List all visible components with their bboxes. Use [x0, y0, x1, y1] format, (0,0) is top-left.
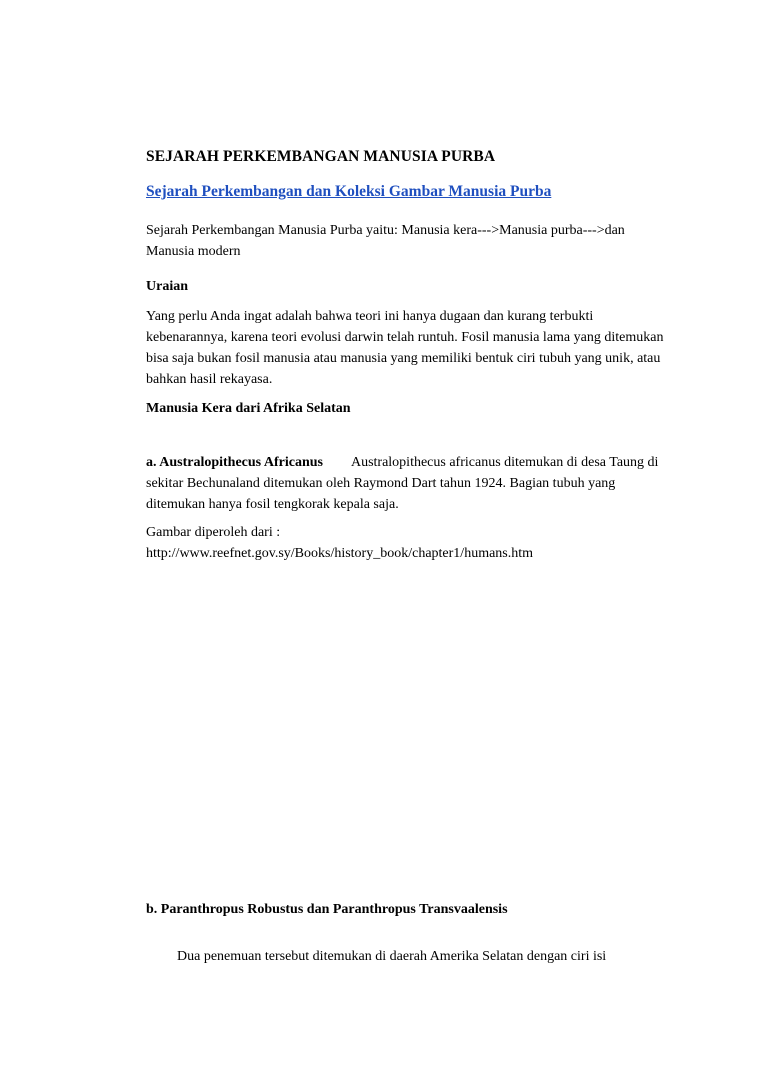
source-label: Gambar diperoleh dari :	[146, 525, 281, 540]
item-a-text: Australopithecus africanus ditemukan di desa Taung di sekitar Bechunaland ditemukan oleh Raymond Dart tahun 1924. Bagian tubuh yang ditemukan hanya fosil tengkorak kepala saja.	[146, 455, 659, 512]
image-placeholder	[146, 575, 666, 880]
source-block	[146, 522, 666, 564]
uraian-heading: Uraian	[146, 279, 188, 294]
item-b-heading: b. Paranthropus Robustus dan Paranthropus Transvaalensis	[146, 902, 508, 917]
item-a-paragraph	[146, 452, 666, 515]
source-url: http://www.reefnet.gov.sy/Books/history_book/chapter1/humans.htm	[146, 546, 534, 561]
item-a-label: a. Australopithecus Africanus	[146, 455, 323, 470]
uraian-paragraph: Yang perlu Anda ingat adalah bahwa teori ini hanya dugaan dan kurang terbukti kebenarannya, karena teori evolusi darwin telah runtuh. Fosil manusia lama yang ditemukan bisa saja bukan fosil manusia atau manusia yang memiliki bentuk ciri tubuh yang unik, atau bahkan hasil rekayasa.	[146, 309, 664, 387]
section-heading: Manusia Kera dari Afrika Selatan	[146, 401, 351, 416]
item-b-paragraph: Dua penemuan tersebut ditemukan di daerah Amerika Selatan dengan ciri isi	[177, 949, 607, 964]
article-link[interactable]: Sejarah Perkembangan dan Koleksi Gambar Manusia Purba	[146, 183, 552, 200]
intro-paragraph: Sejarah Perkembangan Manusia Purba yaitu: Manusia kera--->Manusia purba--->dan Manusia modern	[146, 223, 625, 259]
document-title: SEJARAH PERKEMBANGAN MANUSIA PURBA	[146, 148, 496, 165]
